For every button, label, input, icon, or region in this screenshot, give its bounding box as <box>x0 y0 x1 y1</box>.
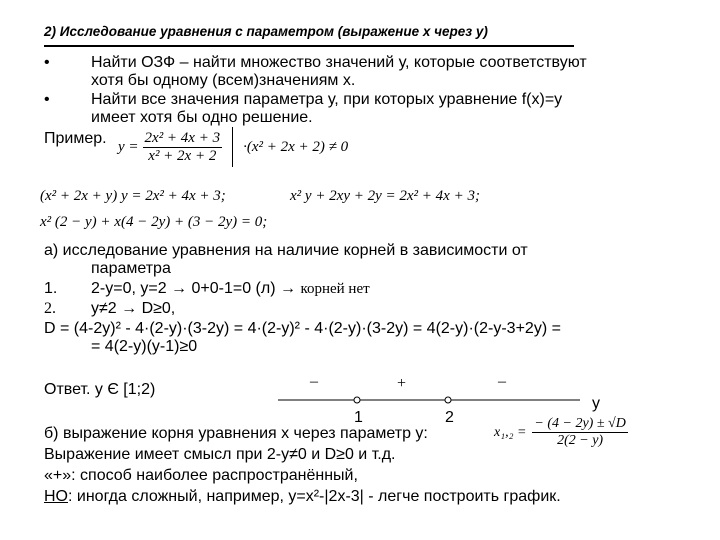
root-formula <box>494 416 628 449</box>
sign-minus-left: – <box>310 373 318 390</box>
sign-plus: + <box>397 375 407 392</box>
section-b-line-4-rest: : иногда сложный, например, у=х²-|2х-3| - легче построить график. <box>68 488 561 505</box>
section-a-heading-2: параметра <box>91 260 171 277</box>
item-1-number: 1. <box>44 280 58 297</box>
sign-minus-right: – <box>498 373 506 390</box>
root-formula-lhs: x₁,₂ = <box>494 424 527 440</box>
item-2-number: 2. <box>44 300 56 317</box>
formula-multiplier: ·(x² + 2x + 2) ≠ 0 <box>243 138 349 155</box>
bullet-1-line-2: хотя бы одному (всем)значениям х. <box>91 72 356 89</box>
item-1-main: 2-у=0, у=2 → 0+0-1=0 (л) → <box>91 280 301 297</box>
item-2-text: у≠2 → D≥0, <box>91 300 176 317</box>
formula-fraction <box>143 130 223 165</box>
bullet-marker: • <box>44 54 50 71</box>
example-label: Пример. <box>44 130 107 147</box>
section-b-but: НО <box>44 488 68 505</box>
section-b-line-4 <box>44 488 561 506</box>
point-1-label: 1 <box>354 409 363 426</box>
item-1-tail: корней нет <box>300 281 370 297</box>
bullet-marker: • <box>44 91 50 108</box>
formula-numerator: 2x² + 4x + 3 <box>144 129 221 146</box>
slide-title: 2) Исследование уравнения с параметром (выражение х через у) <box>44 24 488 39</box>
discriminant-line: D = (4-2y)² - 4·(2-y)·(3-2y) = 4·(2-y)² - 4·(2-y)·(3-2y) = 4(2-y)·(2-y-3+2y) = <box>44 320 561 337</box>
section-b-heading: б) выражение корня уравнения х через параметр у: <box>44 425 428 442</box>
formula-lhs: y = <box>118 138 139 155</box>
formula-denominator: x² + 2x + 2 <box>148 147 217 164</box>
section-b-line-3: «+»: способ наиболее распространённый, <box>44 467 358 484</box>
point-2-label: 2 <box>445 409 454 426</box>
formula-main <box>118 127 348 167</box>
section-a-heading: а) исследование уравнения на наличие корней в зависимости от <box>44 242 528 259</box>
discriminant-line-2: = 4(2-y)(y-1)≥0 <box>91 338 198 355</box>
formula-line-3: x² (2 − y) + x(4 − 2y) + (3 − 2y) = 0; <box>40 214 268 230</box>
root-formula-fraction <box>532 416 627 449</box>
point-1-marker <box>354 397 360 403</box>
item-1-text <box>91 280 370 298</box>
section-b-line-2: Выражение имеет смысл при 2-у≠0 и D≥0 и т.д. <box>44 446 396 463</box>
answer: Ответ. у Є [1;2) <box>44 381 156 398</box>
formula-separator <box>232 127 233 167</box>
formula-line-2a: (x² + 2x + y) y = 2x² + 4x + 3; <box>40 188 226 204</box>
title-underline <box>44 45 574 47</box>
formula-line-2b: x² y + 2xy + 2y = 2x² + 4x + 3; <box>290 188 480 204</box>
bullet-2-line-1: Найти все значения параметра у, при которых уравнение f(x)=y <box>91 91 563 108</box>
point-2-marker <box>445 397 451 403</box>
root-formula-denominator: 2(2 − y) <box>557 433 604 448</box>
bullet-2-line-2: имеет хотя бы одно решение. <box>91 109 313 126</box>
bullet-1-line-1: Найти ОЗФ – найти множество значений у, которые соответствуют <box>91 54 587 71</box>
root-formula-numerator: − (4 − 2y) ± √D <box>534 416 626 431</box>
axis-label: у <box>592 395 600 412</box>
